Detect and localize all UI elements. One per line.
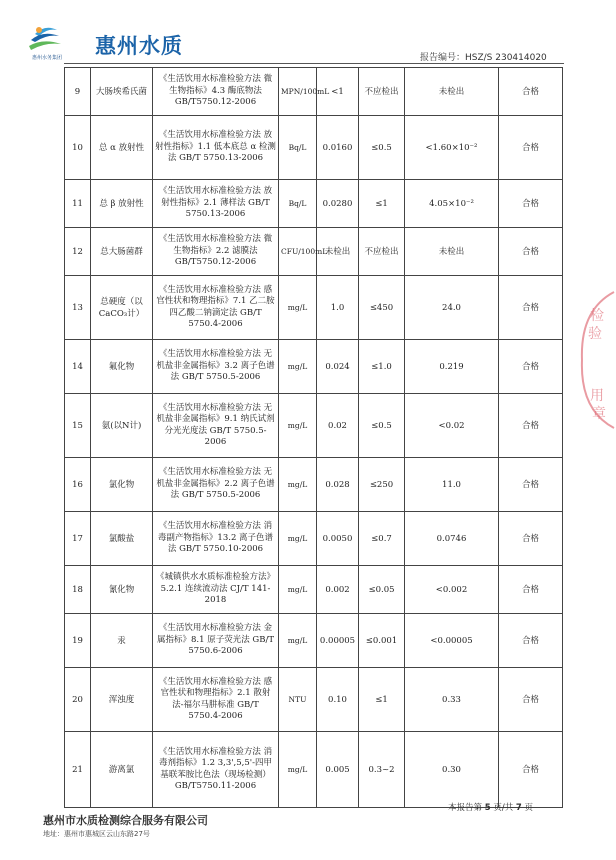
row-number: 12: [65, 228, 91, 276]
unit: mg/L: [279, 276, 317, 340]
test-result: 未检出: [405, 68, 499, 116]
test-result: 24.0: [405, 276, 499, 340]
test-item: 氯酸盐: [91, 512, 153, 566]
detection-limit: 0.0050: [317, 512, 359, 566]
table-row: [65, 512, 563, 566]
unit: CFU/100mL: [279, 228, 317, 276]
standard-limit: ≤0.05: [359, 566, 405, 614]
test-item: 氟化物: [91, 340, 153, 394]
verdict: 合格: [499, 228, 563, 276]
test-method: 《生活饮用水标准检验方法 金属指标》8.1 原子荧光法 GB/T 5750.6-2006: [153, 614, 279, 668]
verdict: 合格: [499, 394, 563, 458]
row-number: 21: [65, 732, 91, 808]
test-result: <1.60×10⁻²: [405, 116, 499, 180]
standard-limit: 不应检出: [359, 68, 405, 116]
test-result: <0.002: [405, 566, 499, 614]
test-item: 总 α 放射性: [91, 116, 153, 180]
verdict: 合格: [499, 116, 563, 180]
unit: mg/L: [279, 566, 317, 614]
footer-address: 地址：惠州市惠城区云山东路27号: [43, 830, 150, 838]
company-logo-icon: [27, 24, 63, 54]
report-number: 报告编号：HSZ/S 230414020: [420, 53, 547, 63]
test-result: 0.30: [405, 732, 499, 808]
row-number: 20: [65, 668, 91, 732]
row-number: 11: [65, 180, 91, 228]
verdict: 合格: [499, 732, 563, 808]
detection-limit: 0.002: [317, 566, 359, 614]
verdict: 合格: [499, 276, 563, 340]
detection-limit: 1.0: [317, 276, 359, 340]
table-row: [65, 68, 563, 116]
test-result: 4.05×10⁻²: [405, 180, 499, 228]
test-result: 未检出: [405, 228, 499, 276]
test-method: 《生活饮用水标准检验方法 微生物指标》2.2 滤膜法 GB/T5750.12-2006: [153, 228, 279, 276]
footer-organization: 惠州市水质检测综合服务有限公司: [43, 814, 208, 827]
table-row: [65, 180, 563, 228]
test-item: 浑浊度: [91, 668, 153, 732]
row-number: 9: [65, 68, 91, 116]
detection-limit: 0.00005: [317, 614, 359, 668]
detection-limit: 0.02: [317, 394, 359, 458]
svg-text:用: 用: [590, 388, 604, 404]
test-item: 游离氯: [91, 732, 153, 808]
detection-limit: 0.024: [317, 340, 359, 394]
unit: mg/L: [279, 458, 317, 512]
table-row: [65, 566, 563, 614]
red-seal-stamp: [576, 290, 616, 430]
test-method: 《城镇供水水质标准检验方法》 5.2.1 连续流动法 CJ/T 141-2018: [153, 566, 279, 614]
test-result: 0.0746: [405, 512, 499, 566]
test-result: 0.33: [405, 668, 499, 732]
unit: mg/L: [279, 732, 317, 808]
test-method: 《生活饮用水标准检验方法 无机盐非金属指标》9.1 纳氏试剂分光光度法 GB/T 5750.5-2006: [153, 394, 279, 458]
detection-limit: 0.0160: [317, 116, 359, 180]
verdict: 合格: [499, 614, 563, 668]
verdict: 合格: [499, 68, 563, 116]
standard-limit: ≤0.5: [359, 116, 405, 180]
unit: mg/L: [279, 394, 317, 458]
standard-limit: ≤1.0: [359, 340, 405, 394]
detection-limit: 0.0280: [317, 180, 359, 228]
unit: Bq/L: [279, 180, 317, 228]
test-result: 11.0: [405, 458, 499, 512]
test-item: 总大肠菌群: [91, 228, 153, 276]
unit: mg/L: [279, 512, 317, 566]
table-row: [65, 614, 563, 668]
detection-limit: 0.028: [317, 458, 359, 512]
test-item: 大肠埃希氏菌: [91, 68, 153, 116]
detection-limit: 0.005: [317, 732, 359, 808]
unit: mg/L: [279, 340, 317, 394]
row-number: 17: [65, 512, 91, 566]
detection-limit: <1: [317, 68, 359, 116]
standard-limit: 不应检出: [359, 228, 405, 276]
standard-limit: ≤0.001: [359, 614, 405, 668]
standard-limit: ≤0.7: [359, 512, 405, 566]
standard-limit: ≤0.5: [359, 394, 405, 458]
test-method: 《生活饮用水标准检验方法 消毒剂指标》1.2 3,3',5,5'-四甲基联苯胺比色法（现场检测） GB/T5750.11-2006: [153, 732, 279, 808]
test-item: 氨(以N计): [91, 394, 153, 458]
test-method: 《生活饮用水标准检验方法 放射性指标》1.1 低本底总 α 检测法 GB/T 5750.13-2006: [153, 116, 279, 180]
standard-limit: ≤1: [359, 180, 405, 228]
unit: MPN/100mL: [279, 68, 317, 116]
row-number: 13: [65, 276, 91, 340]
test-method: 《生活饮用水标准检验方法 微生物指标》4.3 酶底物法 GB/T5750.12-2006: [153, 68, 279, 116]
unit: mg/L: [279, 614, 317, 668]
standard-limit: 0.3~2: [359, 732, 405, 808]
table-row: [65, 340, 563, 394]
svg-text:验: 验: [588, 326, 602, 342]
row-number: 16: [65, 458, 91, 512]
detection-limit: 0.10: [317, 668, 359, 732]
svg-text:检: 检: [590, 308, 604, 324]
verdict: 合格: [499, 668, 563, 732]
test-method: 《生活饮用水标准检验方法 消毒副产物指标》13.2 离子色谱法 GB/T 5750.10-2006: [153, 512, 279, 566]
test-item: 氰化物: [91, 566, 153, 614]
test-method: 《生活饮用水标准检验方法 无机盐非金属指标》2.2 离子色谱法 GB/T 5750.5-2006: [153, 458, 279, 512]
table-row: [65, 458, 563, 512]
row-number: 10: [65, 116, 91, 180]
verdict: 合格: [499, 180, 563, 228]
page-indicator: 本报告第 5 页/共 7 页: [448, 803, 534, 813]
test-method: 《生活饮用水标准检验方法 无机盐非金属指标》3.2 离子色谱法 GB/T 5750.5-2006: [153, 340, 279, 394]
standard-limit: ≤450: [359, 276, 405, 340]
row-number: 14: [65, 340, 91, 394]
test-item: 氯化物: [91, 458, 153, 512]
table-row: [65, 276, 563, 340]
verdict: 合格: [499, 566, 563, 614]
unit: NTU: [279, 668, 317, 732]
test-method: 《生活饮用水标准检验方法 放射性指标》2.1 薄样法 GB/T 5750.13-2006: [153, 180, 279, 228]
test-result: <0.02: [405, 394, 499, 458]
test-method: 《生活饮用水标准检验方法 感官性状和物理指标》7.1 乙二胺四乙酸二钠滴定法 GB/T 5750.4-2006: [153, 276, 279, 340]
test-result: <0.00005: [405, 614, 499, 668]
unit: Bq/L: [279, 116, 317, 180]
header-divider: [64, 63, 564, 64]
standard-limit: ≤1: [359, 668, 405, 732]
test-item: 汞: [91, 614, 153, 668]
row-number: 18: [65, 566, 91, 614]
table-row: [65, 394, 563, 458]
svg-text:章: 章: [592, 406, 606, 422]
logo-caption: 惠州水务集团: [31, 55, 62, 61]
standard-limit: ≤250: [359, 458, 405, 512]
verdict: 合格: [499, 340, 563, 394]
verdict: 合格: [499, 458, 563, 512]
detection-limit: 未检出: [317, 228, 359, 276]
brand-title: 惠州水质: [95, 34, 183, 58]
test-item: 总硬度（以 CaCO₃计）: [91, 276, 153, 340]
test-item: 总 β 放射性: [91, 180, 153, 228]
results-table: [64, 67, 563, 808]
row-number: 15: [65, 394, 91, 458]
test-result: 0.219: [405, 340, 499, 394]
test-method: 《生活饮用水标准检验方法 感官性状和物理指标》2.1 散射法-福尔马肼标准 GB/T 5750.4-2006: [153, 668, 279, 732]
table-row: [65, 668, 563, 732]
table-row: [65, 732, 563, 808]
table-row: [65, 228, 563, 276]
verdict: 合格: [499, 512, 563, 566]
table-row: [65, 116, 563, 180]
row-number: 19: [65, 614, 91, 668]
